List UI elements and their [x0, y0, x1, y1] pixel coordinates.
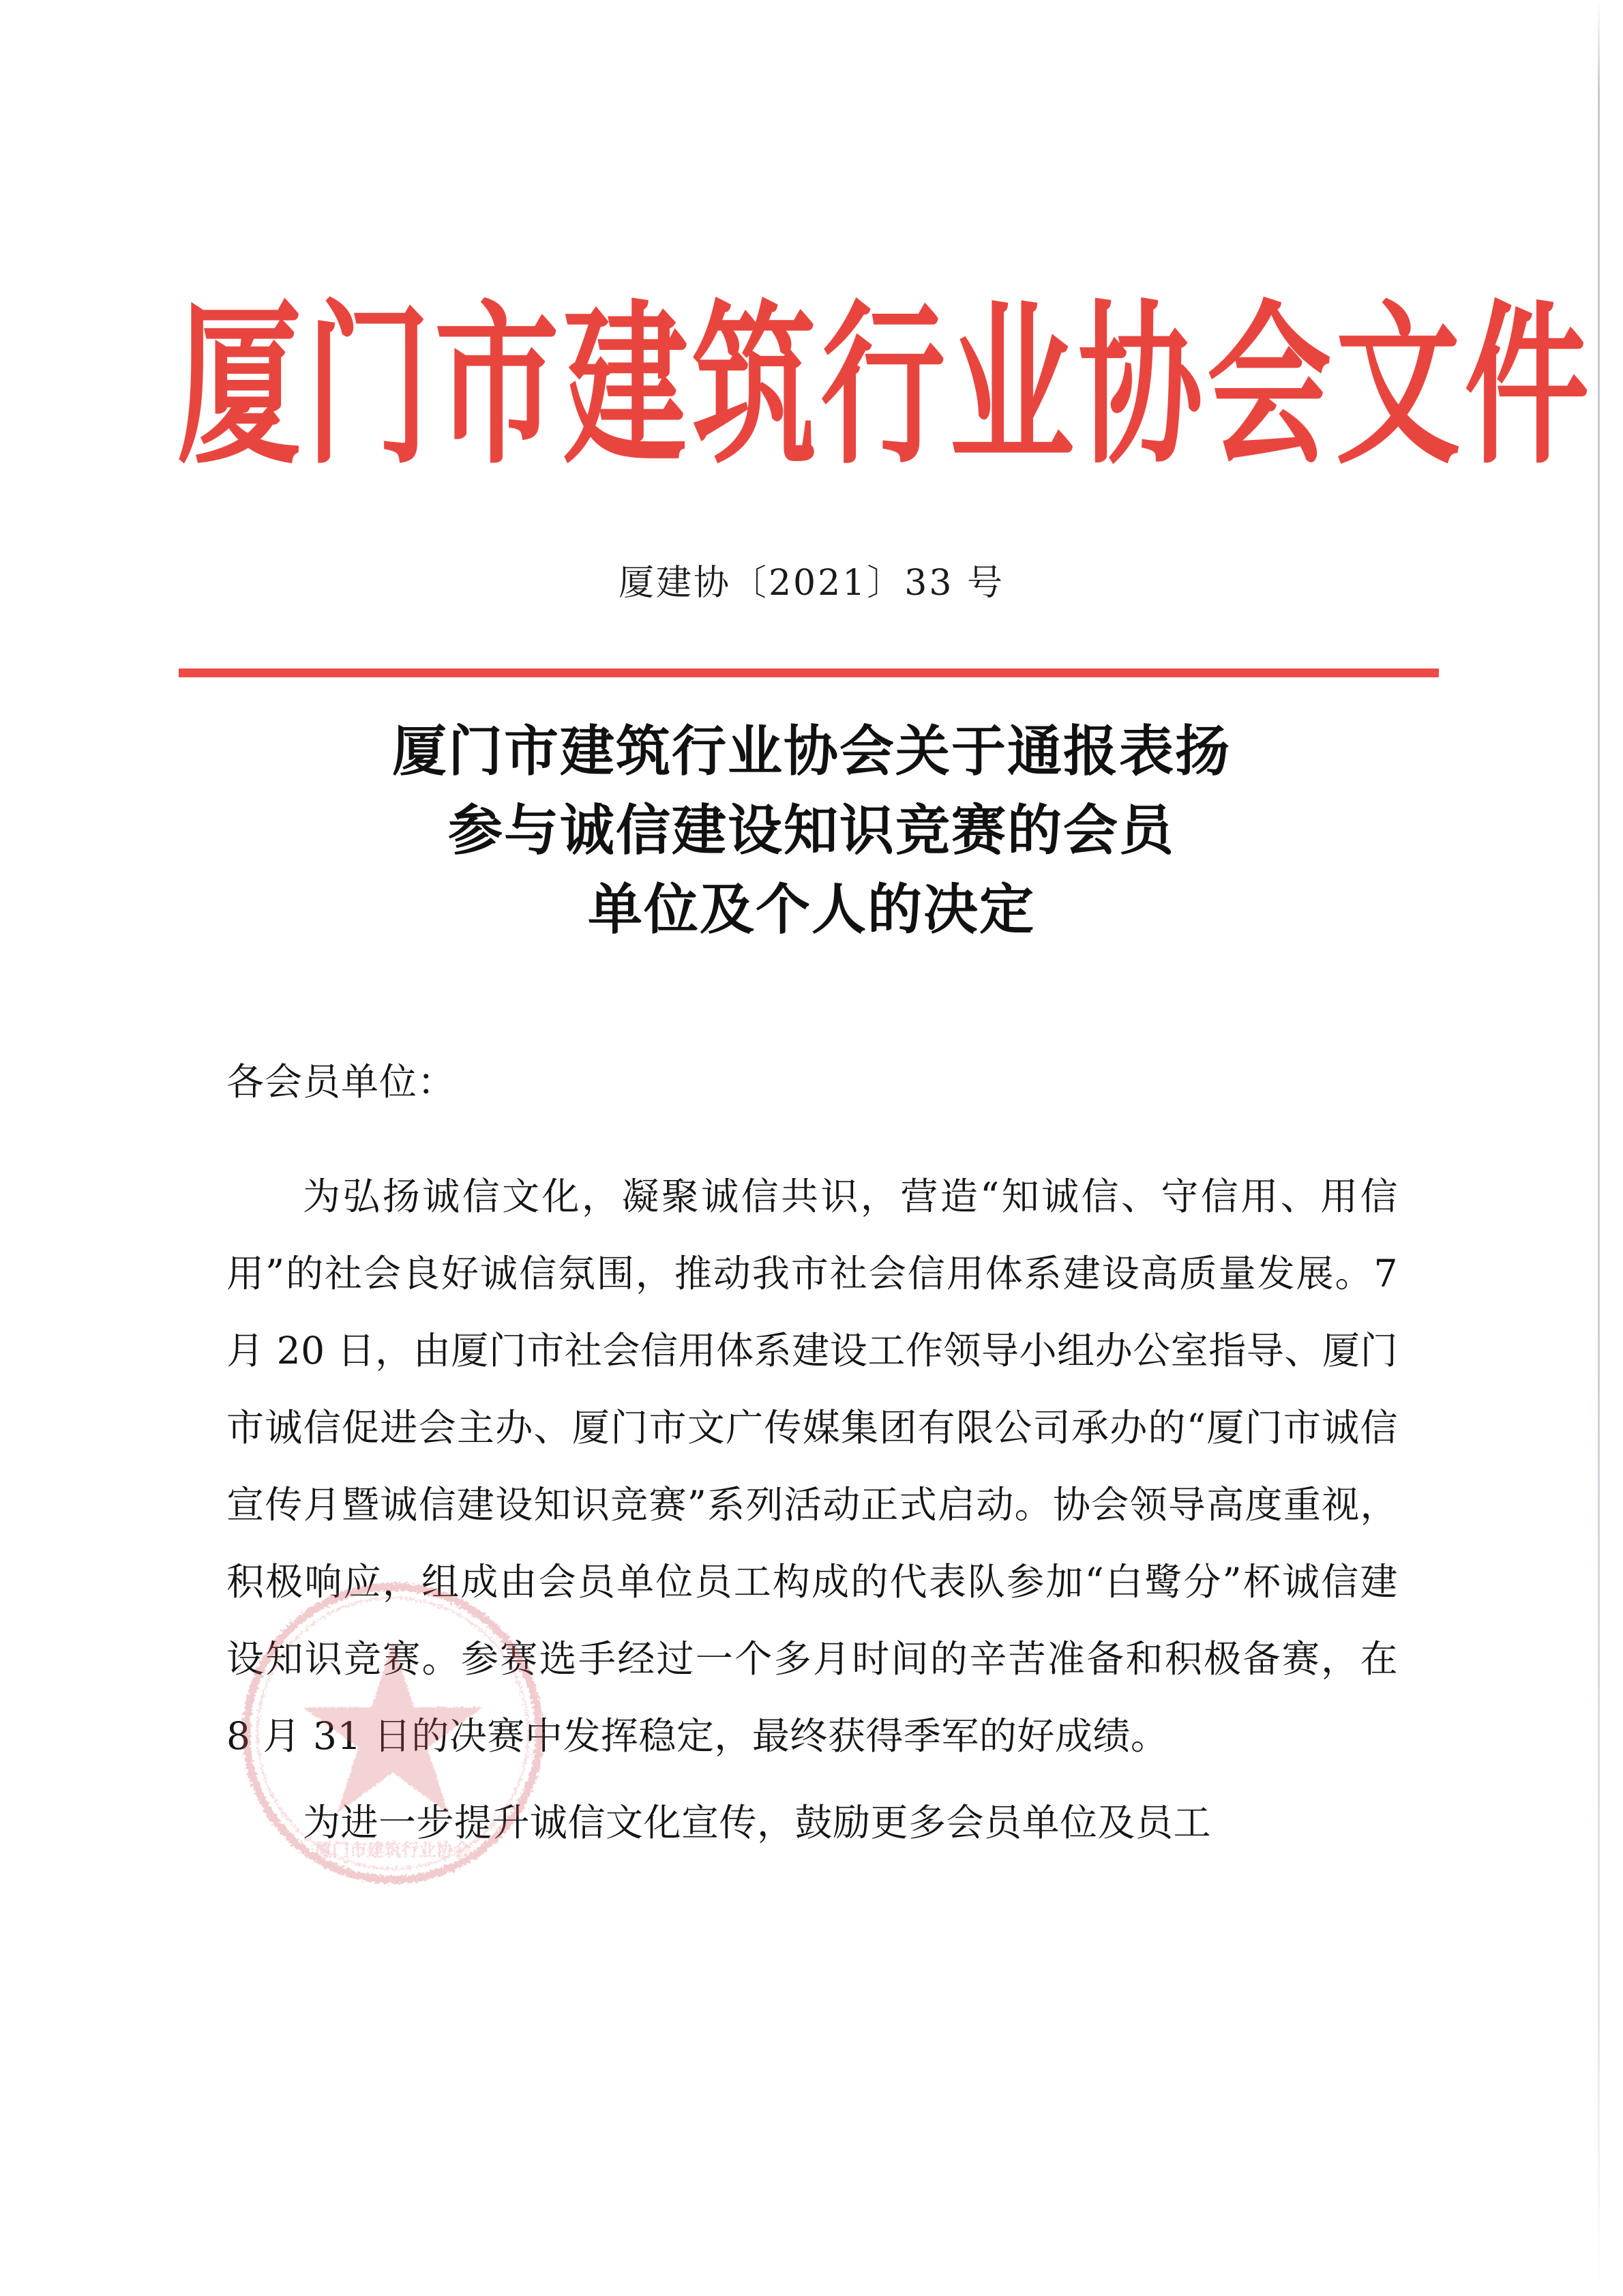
body-paragraph-1: 为弘扬诚信文化，凝聚诚信共识，营造“知诚信、守信用、用信用”的社会良好诚信氛围，推动我市社会信用体系建设高质量发展。7 月 20 日，由厦门市社会信用体系建设工作领导小组办公室指导、厦门市诚信促进会主办、厦门市文广传媒集团有限公司承办的“厦门市诚信宣传月暨诚信建设知识竞赛”系列活动正式启动。协会领导高度重视，积极响应，组成由会员单位员工构成的代表队参加“白鹭分”杯诚信建设知识竞赛。参赛选手经过一个多月时间的辛苦准备和积极备赛，在 8 月 31 日的决赛中发挥稳定，最终获得季军的好成绩。 [226, 1175, 1398, 1758]
document-number: 厦建协〔2021〕33 号 [618, 563, 1005, 604]
document-body [226, 1056, 1398, 1861]
svg-text:厦门市建筑行业协会: 厦门市建筑行业协会 [314, 1840, 471, 1861]
red-separator-rule [179, 668, 1439, 677]
scan-margin [1600, 0, 1623, 2296]
title-line-3: 单位及个人的决定 [588, 878, 1035, 941]
title-line-1: 厦门市建筑行业协会关于通报表扬 [392, 720, 1231, 783]
page-title [0, 712, 1623, 950]
salutation: 各会员单位： [226, 1060, 456, 1104]
masthead-title: 厦门市建筑行业协会文件 [177, 284, 1594, 488]
masthead [0, 284, 1623, 488]
body-paragraph-2: 为进一步提升诚信文化宣传，鼓励更多会员单位及员工 [303, 1801, 1212, 1844]
title-line-2: 参与诚信建设知识竞赛的会员 [448, 799, 1175, 862]
